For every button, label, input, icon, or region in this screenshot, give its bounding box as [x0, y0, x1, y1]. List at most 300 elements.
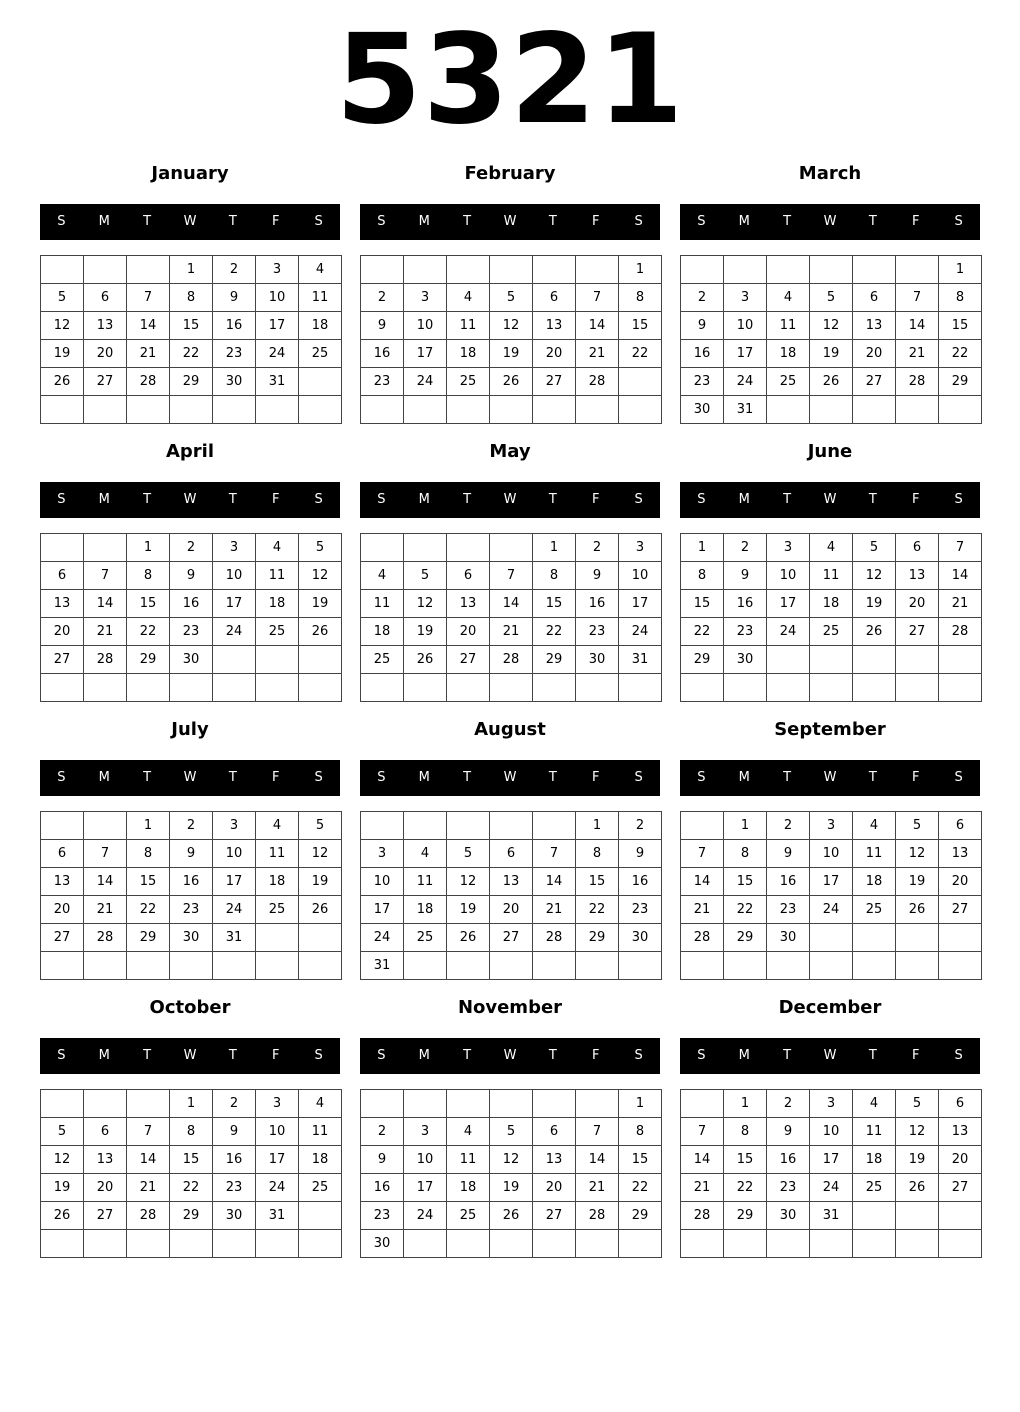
- weekday-label: F: [911, 492, 920, 507]
- weekday-label: T: [228, 770, 237, 785]
- day-cell: [490, 1090, 533, 1118]
- day-cell: 3: [256, 1090, 299, 1118]
- month-name: August: [474, 719, 546, 740]
- weekday-label: F: [591, 214, 600, 229]
- day-cell: 5: [41, 1118, 84, 1146]
- weekday-label: W: [503, 770, 517, 785]
- day-cell: 17: [361, 896, 404, 924]
- weekday-label: S: [697, 214, 706, 229]
- day-cell: 16: [213, 1146, 256, 1174]
- weekday-label: T: [228, 214, 237, 229]
- day-cell: [490, 396, 533, 424]
- day-grid: [680, 811, 982, 980]
- day-cell: 3: [213, 534, 256, 562]
- day-cell: 3: [404, 1118, 447, 1146]
- day-cell: 27: [939, 896, 982, 924]
- day-cell: 18: [767, 340, 810, 368]
- weekday-label: S: [954, 214, 963, 229]
- weekday-label: T: [228, 492, 237, 507]
- day-grid: [680, 1089, 982, 1258]
- day-cell: 4: [404, 840, 447, 868]
- weekday-label: T: [548, 492, 557, 507]
- day-cell: 3: [810, 1090, 853, 1118]
- day-cell: [681, 1090, 724, 1118]
- day-cell: [619, 368, 662, 396]
- day-cell: 26: [853, 618, 896, 646]
- day-cell: [724, 674, 767, 702]
- day-cell: 28: [84, 924, 127, 952]
- weekday-label: T: [548, 770, 557, 785]
- day-cell: 20: [84, 1174, 127, 1202]
- weekday-label: M: [738, 770, 750, 785]
- day-cell: 1: [681, 534, 724, 562]
- day-cell: 21: [533, 896, 576, 924]
- day-cell: 9: [767, 840, 810, 868]
- day-cell: 13: [939, 840, 982, 868]
- day-cell: 28: [681, 1202, 724, 1230]
- weekday-label: S: [377, 770, 386, 785]
- day-cell: 18: [853, 1146, 896, 1174]
- day-cell: 17: [213, 868, 256, 896]
- day-cell: 15: [576, 868, 619, 896]
- day-grid: [40, 533, 342, 702]
- day-cell: [533, 674, 576, 702]
- day-cell: 4: [361, 562, 404, 590]
- day-cell: 4: [256, 812, 299, 840]
- day-grid: [360, 255, 662, 424]
- day-cell: 22: [681, 618, 724, 646]
- day-cell: [84, 534, 127, 562]
- month-name: February: [464, 163, 556, 184]
- day-cell: 26: [896, 1174, 939, 1202]
- day-cell: 14: [896, 312, 939, 340]
- day-cell: 25: [810, 618, 853, 646]
- day-cell: 10: [256, 1118, 299, 1146]
- day-cell: 22: [939, 340, 982, 368]
- day-cell: 10: [767, 562, 810, 590]
- day-grid: [360, 1089, 662, 1258]
- day-cell: 6: [853, 284, 896, 312]
- day-cell: 13: [41, 590, 84, 618]
- day-cell: 21: [576, 340, 619, 368]
- day-cell: 12: [41, 1146, 84, 1174]
- day-cell: 1: [619, 256, 662, 284]
- day-cell: 23: [361, 1202, 404, 1230]
- day-cell: 8: [619, 1118, 662, 1146]
- day-cell: 23: [170, 618, 213, 646]
- day-cell: 8: [681, 562, 724, 590]
- weekday-label: T: [868, 1048, 877, 1063]
- day-cell: 11: [361, 590, 404, 618]
- day-cell: 7: [84, 562, 127, 590]
- day-cell: 24: [404, 368, 447, 396]
- day-cell: [41, 952, 84, 980]
- day-cell: [127, 396, 170, 424]
- day-cell: 2: [213, 1090, 256, 1118]
- day-cell: [404, 534, 447, 562]
- weekday-label: W: [823, 1048, 837, 1063]
- day-cell: 30: [767, 1202, 810, 1230]
- day-cell: 8: [170, 284, 213, 312]
- day-cell: 24: [810, 896, 853, 924]
- day-cell: [256, 674, 299, 702]
- day-cell: 11: [767, 312, 810, 340]
- weekday-label: S: [314, 770, 323, 785]
- weekday-header: [40, 482, 340, 518]
- day-cell: 18: [299, 312, 342, 340]
- day-cell: 3: [213, 812, 256, 840]
- day-cell: 19: [896, 1146, 939, 1174]
- day-cell: 11: [853, 1118, 896, 1146]
- day-cell: 4: [299, 256, 342, 284]
- day-cell: [681, 256, 724, 284]
- day-cell: 29: [724, 924, 767, 952]
- day-cell: [41, 1090, 84, 1118]
- day-cell: 21: [939, 590, 982, 618]
- day-cell: 13: [84, 312, 127, 340]
- month-name: July: [171, 719, 209, 740]
- day-cell: [299, 1230, 342, 1258]
- day-cell: 1: [170, 256, 213, 284]
- month-name: June: [807, 441, 853, 462]
- day-cell: [447, 812, 490, 840]
- day-cell: 30: [619, 924, 662, 952]
- day-cell: 22: [576, 896, 619, 924]
- weekday-label: T: [463, 214, 472, 229]
- weekday-label: M: [418, 214, 430, 229]
- day-cell: 7: [127, 284, 170, 312]
- day-cell: 2: [767, 1090, 810, 1118]
- day-cell: 17: [810, 868, 853, 896]
- day-grid: [40, 811, 342, 980]
- day-cell: [896, 1202, 939, 1230]
- day-cell: 23: [724, 618, 767, 646]
- weekday-label: M: [738, 1048, 750, 1063]
- day-cell: [533, 256, 576, 284]
- month-name: January: [151, 163, 229, 184]
- day-cell: 29: [619, 1202, 662, 1230]
- weekday-label: T: [463, 770, 472, 785]
- day-cell: 23: [170, 896, 213, 924]
- weekday-label: M: [738, 214, 750, 229]
- weekday-label: W: [183, 214, 197, 229]
- day-cell: 20: [533, 340, 576, 368]
- day-cell: 26: [490, 1202, 533, 1230]
- day-cell: 26: [447, 924, 490, 952]
- day-cell: 1: [619, 1090, 662, 1118]
- weekday-label: S: [634, 1048, 643, 1063]
- day-cell: 15: [939, 312, 982, 340]
- day-cell: [256, 396, 299, 424]
- day-cell: 24: [619, 618, 662, 646]
- day-cell: 21: [127, 340, 170, 368]
- day-cell: 30: [170, 924, 213, 952]
- day-cell: [939, 1202, 982, 1230]
- day-cell: 18: [810, 590, 853, 618]
- weekday-header: [680, 482, 980, 518]
- day-cell: 23: [213, 340, 256, 368]
- day-cell: [896, 952, 939, 980]
- day-cell: 22: [724, 1174, 767, 1202]
- day-cell: 29: [533, 646, 576, 674]
- day-cell: 18: [299, 1146, 342, 1174]
- day-cell: 28: [533, 924, 576, 952]
- weekday-label: M: [98, 1048, 110, 1063]
- day-cell: [490, 534, 533, 562]
- day-cell: 24: [256, 340, 299, 368]
- day-cell: [767, 256, 810, 284]
- day-cell: 16: [767, 1146, 810, 1174]
- weekday-label: S: [377, 1048, 386, 1063]
- day-cell: 23: [767, 896, 810, 924]
- day-cell: 8: [127, 562, 170, 590]
- day-cell: 19: [490, 340, 533, 368]
- day-cell: [213, 396, 256, 424]
- day-cell: [576, 1230, 619, 1258]
- day-cell: 7: [896, 284, 939, 312]
- day-cell: 12: [447, 868, 490, 896]
- day-cell: 26: [490, 368, 533, 396]
- day-cell: 20: [939, 868, 982, 896]
- day-cell: [170, 396, 213, 424]
- day-cell: 8: [724, 840, 767, 868]
- day-cell: 4: [853, 812, 896, 840]
- day-cell: 9: [724, 562, 767, 590]
- day-cell: 26: [299, 618, 342, 646]
- day-cell: 15: [681, 590, 724, 618]
- day-cell: [724, 952, 767, 980]
- day-cell: 1: [127, 812, 170, 840]
- day-cell: 21: [681, 1174, 724, 1202]
- day-cell: 6: [939, 1090, 982, 1118]
- day-cell: 6: [490, 840, 533, 868]
- weekday-label: T: [143, 492, 152, 507]
- day-cell: 12: [299, 840, 342, 868]
- day-cell: [127, 256, 170, 284]
- day-cell: [299, 674, 342, 702]
- day-cell: [361, 674, 404, 702]
- day-cell: [84, 256, 127, 284]
- day-cell: [810, 924, 853, 952]
- day-cell: 1: [576, 812, 619, 840]
- day-cell: [41, 396, 84, 424]
- day-cell: 5: [447, 840, 490, 868]
- day-cell: 3: [404, 284, 447, 312]
- weekday-label: S: [634, 492, 643, 507]
- day-cell: 4: [447, 1118, 490, 1146]
- day-cell: 21: [127, 1174, 170, 1202]
- day-cell: 14: [490, 590, 533, 618]
- day-cell: [41, 812, 84, 840]
- weekday-label: T: [868, 214, 877, 229]
- day-cell: 18: [256, 868, 299, 896]
- day-cell: 25: [299, 1174, 342, 1202]
- day-cell: 8: [939, 284, 982, 312]
- day-cell: 17: [213, 590, 256, 618]
- day-cell: 7: [576, 1118, 619, 1146]
- day-cell: 5: [810, 284, 853, 312]
- day-cell: 27: [490, 924, 533, 952]
- day-cell: 14: [127, 1146, 170, 1174]
- day-grid: [360, 811, 662, 980]
- day-cell: [533, 952, 576, 980]
- day-cell: 25: [361, 646, 404, 674]
- day-cell: 21: [896, 340, 939, 368]
- weekday-label: M: [98, 214, 110, 229]
- day-cell: 22: [127, 618, 170, 646]
- day-cell: 2: [576, 534, 619, 562]
- day-cell: 11: [447, 312, 490, 340]
- day-cell: 14: [576, 312, 619, 340]
- weekday-label: S: [634, 214, 643, 229]
- day-cell: 24: [256, 1174, 299, 1202]
- month-name: April: [165, 441, 215, 462]
- day-cell: 15: [724, 1146, 767, 1174]
- day-cell: [447, 952, 490, 980]
- day-cell: [299, 396, 342, 424]
- day-cell: [767, 1230, 810, 1258]
- day-cell: 8: [619, 284, 662, 312]
- day-cell: 15: [619, 1146, 662, 1174]
- day-cell: 25: [404, 924, 447, 952]
- day-cell: [127, 1230, 170, 1258]
- day-cell: 17: [810, 1146, 853, 1174]
- weekday-label: T: [143, 214, 152, 229]
- day-cell: 4: [853, 1090, 896, 1118]
- day-cell: [490, 812, 533, 840]
- day-cell: 27: [939, 1174, 982, 1202]
- day-cell: [576, 1090, 619, 1118]
- day-cell: 7: [490, 562, 533, 590]
- day-cell: 11: [810, 562, 853, 590]
- day-cell: 22: [170, 340, 213, 368]
- day-cell: [404, 1230, 447, 1258]
- day-cell: 16: [767, 868, 810, 896]
- day-cell: 24: [767, 618, 810, 646]
- day-cell: 22: [619, 1174, 662, 1202]
- day-cell: 25: [767, 368, 810, 396]
- weekday-label: S: [954, 492, 963, 507]
- weekday-label: T: [228, 1048, 237, 1063]
- day-cell: [256, 646, 299, 674]
- day-cell: 31: [256, 368, 299, 396]
- weekday-label: F: [911, 1048, 920, 1063]
- weekday-label: M: [418, 1048, 430, 1063]
- day-cell: 8: [170, 1118, 213, 1146]
- weekday-label: T: [548, 1048, 557, 1063]
- day-cell: 24: [724, 368, 767, 396]
- day-cell: 31: [361, 952, 404, 980]
- day-cell: 6: [41, 840, 84, 868]
- weekday-label: S: [377, 214, 386, 229]
- day-cell: 7: [681, 1118, 724, 1146]
- day-cell: 17: [724, 340, 767, 368]
- day-cell: [127, 952, 170, 980]
- day-cell: [576, 674, 619, 702]
- day-cell: [256, 1230, 299, 1258]
- day-cell: 13: [84, 1146, 127, 1174]
- month-name: March: [798, 163, 862, 184]
- weekday-header: [360, 204, 660, 240]
- weekday-label: S: [697, 770, 706, 785]
- day-cell: 24: [810, 1174, 853, 1202]
- day-cell: 6: [939, 812, 982, 840]
- weekday-label: F: [271, 214, 280, 229]
- day-cell: [404, 256, 447, 284]
- day-cell: 10: [213, 840, 256, 868]
- day-cell: [213, 646, 256, 674]
- day-cell: 25: [853, 1174, 896, 1202]
- day-cell: 21: [84, 618, 127, 646]
- day-cell: 9: [576, 562, 619, 590]
- day-cell: 16: [724, 590, 767, 618]
- day-cell: [724, 1230, 767, 1258]
- day-cell: [490, 674, 533, 702]
- day-cell: 3: [256, 256, 299, 284]
- day-cell: 25: [299, 340, 342, 368]
- day-cell: 20: [490, 896, 533, 924]
- day-cell: [939, 396, 982, 424]
- weekday-label: T: [143, 770, 152, 785]
- day-cell: 23: [361, 368, 404, 396]
- day-cell: [447, 256, 490, 284]
- day-cell: 16: [170, 868, 213, 896]
- day-cell: 26: [896, 896, 939, 924]
- weekday-header: [360, 760, 660, 796]
- weekday-label: S: [634, 770, 643, 785]
- day-cell: 25: [853, 896, 896, 924]
- day-cell: [404, 952, 447, 980]
- weekday-label: W: [183, 492, 197, 507]
- weekday-label: T: [783, 492, 792, 507]
- day-cell: 28: [939, 618, 982, 646]
- weekday-label: S: [697, 1048, 706, 1063]
- day-cell: [490, 952, 533, 980]
- day-cell: 15: [533, 590, 576, 618]
- day-cell: 5: [299, 812, 342, 840]
- day-cell: [767, 674, 810, 702]
- day-cell: [939, 674, 982, 702]
- day-cell: 18: [361, 618, 404, 646]
- day-cell: [404, 674, 447, 702]
- day-cell: 30: [361, 1230, 404, 1258]
- day-cell: [84, 1230, 127, 1258]
- weekday-label: W: [183, 770, 197, 785]
- day-cell: 27: [533, 1202, 576, 1230]
- day-cell: [853, 1202, 896, 1230]
- day-cell: 11: [447, 1146, 490, 1174]
- day-cell: 18: [447, 1174, 490, 1202]
- day-cell: 10: [404, 1146, 447, 1174]
- day-cell: 15: [170, 1146, 213, 1174]
- day-cell: 9: [170, 840, 213, 868]
- day-cell: 9: [170, 562, 213, 590]
- day-cell: 29: [724, 1202, 767, 1230]
- day-cell: [853, 396, 896, 424]
- day-cell: [447, 396, 490, 424]
- day-cell: 18: [447, 340, 490, 368]
- day-cell: [896, 1230, 939, 1258]
- weekday-label: W: [503, 492, 517, 507]
- weekday-label: S: [57, 1048, 66, 1063]
- day-cell: 13: [939, 1118, 982, 1146]
- day-cell: [361, 396, 404, 424]
- day-cell: 22: [619, 340, 662, 368]
- day-cell: [896, 674, 939, 702]
- weekday-label: S: [314, 1048, 323, 1063]
- day-cell: 12: [490, 312, 533, 340]
- weekday-label: T: [143, 1048, 152, 1063]
